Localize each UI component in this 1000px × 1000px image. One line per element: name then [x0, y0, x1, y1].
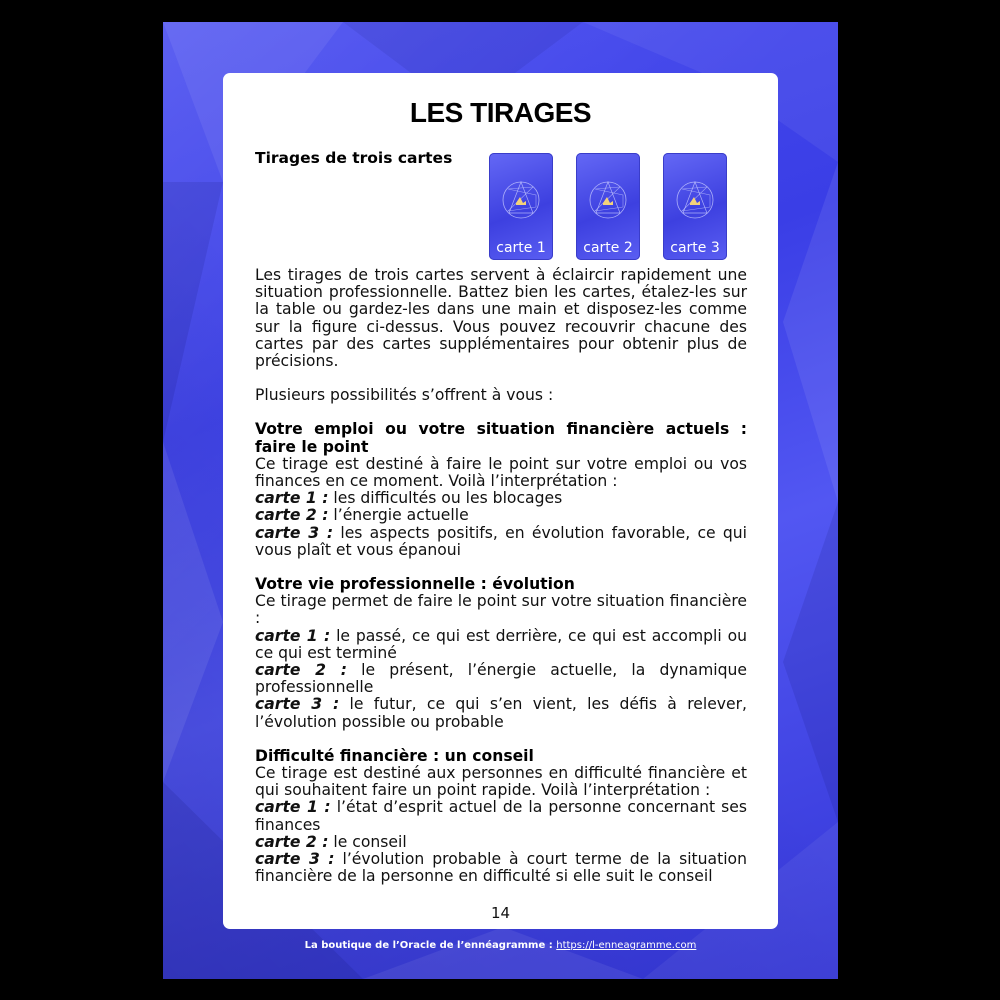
list-item: [255, 490, 747, 507]
footer-link[interactable]: https://l-enneagramme.com: [556, 940, 697, 951]
card-1: [489, 153, 553, 260]
section-description: Ce tirage est destiné à faire le point sur votre emploi ou vos finances en ce moment. Voilà l’interprétation :: [255, 454, 747, 491]
card-ref: carte 2 :: [255, 661, 347, 680]
section-heading: Difficulté financière : un conseil: [255, 746, 534, 765]
item-text: l’évolution probable à court terme de la situation financière de la personne en difficulté si elle suit le conseil: [255, 850, 747, 886]
item-text: le futur, ce qui s’en vient, les défis à relever, l’évolution possible ou probable: [255, 695, 747, 731]
list-item: [255, 799, 747, 833]
section-title: Tirages de trois cartes: [255, 149, 453, 167]
list-item: [255, 507, 747, 524]
footer-text: La boutique de l’Oracle de l’ennéagramme :: [304, 940, 553, 951]
content-panel: [223, 73, 778, 929]
card-3: [663, 153, 727, 260]
card-ref: carte 1 :: [255, 489, 329, 508]
card-ref: carte 3 :: [255, 695, 340, 714]
enneagram-icon: [496, 175, 546, 225]
section-heading: Votre vie professionnelle : évolution: [255, 575, 575, 594]
item-text: le passé, ce qui est derrière, ce qui est accompli ou ce qui est terminé: [255, 626, 747, 662]
card-ref: carte 1 :: [255, 798, 331, 817]
card-ref: carte 2 :: [255, 506, 329, 525]
item-text: le présent, l’énergie actuelle, la dynamique professionnelle: [255, 661, 747, 697]
card-ref: carte 3 :: [255, 850, 335, 869]
list-item: [255, 525, 747, 559]
item-text: l’énergie actuelle: [333, 506, 469, 525]
card-2: [576, 153, 640, 260]
list-item: [255, 851, 747, 885]
list-item: [255, 834, 747, 851]
footer: [163, 940, 838, 951]
list-item: [255, 662, 747, 696]
possibilities-line: Plusieurs possibilités s’offrent à vous :: [255, 386, 554, 405]
list-item: [255, 628, 747, 662]
item-text: les aspects positifs, en évolution favorable, ce qui vous plaît et vous épanoui: [255, 523, 747, 559]
card-ref: carte 1 :: [255, 626, 331, 645]
item-text: le conseil: [333, 832, 407, 851]
enneagram-icon: [583, 175, 633, 225]
enneagram-icon: [670, 175, 720, 225]
card-ref: carte 3 :: [255, 523, 334, 542]
intro-paragraph: Les tirages de trois cartes servent à éclaircir rapidement une situation professionnelle. Battez bien les cartes, étalez-les sur la table ou gardez-les dans une main et disposez-les comme sur la figure ci-dessus. Vous pouvez recouvrir chacune des cartes par des cartes supplémentaires pour obtenir plus de précisions.: [255, 266, 747, 371]
card-label: carte 3: [670, 240, 720, 256]
body-text: [255, 267, 747, 886]
page-title: LES TIRAGES: [409, 97, 592, 128]
section-heading: Votre emploi ou votre situation financière actuels : faire le point: [255, 420, 747, 456]
section-description: Ce tirage est destiné aux personnes en difficulté financière et qui souhaitent faire un point rapide. Voilà l’interprétation :: [255, 764, 747, 800]
item-text: l’état d’esprit actuel de la personne concernant ses finances: [255, 798, 747, 834]
list-item: [255, 696, 747, 730]
page-number: 14: [490, 904, 511, 922]
section-description: Ce tirage permet de faire le point sur votre situation financière :: [255, 592, 747, 628]
card-label: carte 2: [583, 240, 633, 256]
item-text: les difficultés ou les blocages: [333, 489, 563, 508]
document-page: [163, 22, 838, 979]
card-label: carte 1: [496, 240, 546, 256]
card-ref: carte 2 :: [255, 832, 329, 851]
